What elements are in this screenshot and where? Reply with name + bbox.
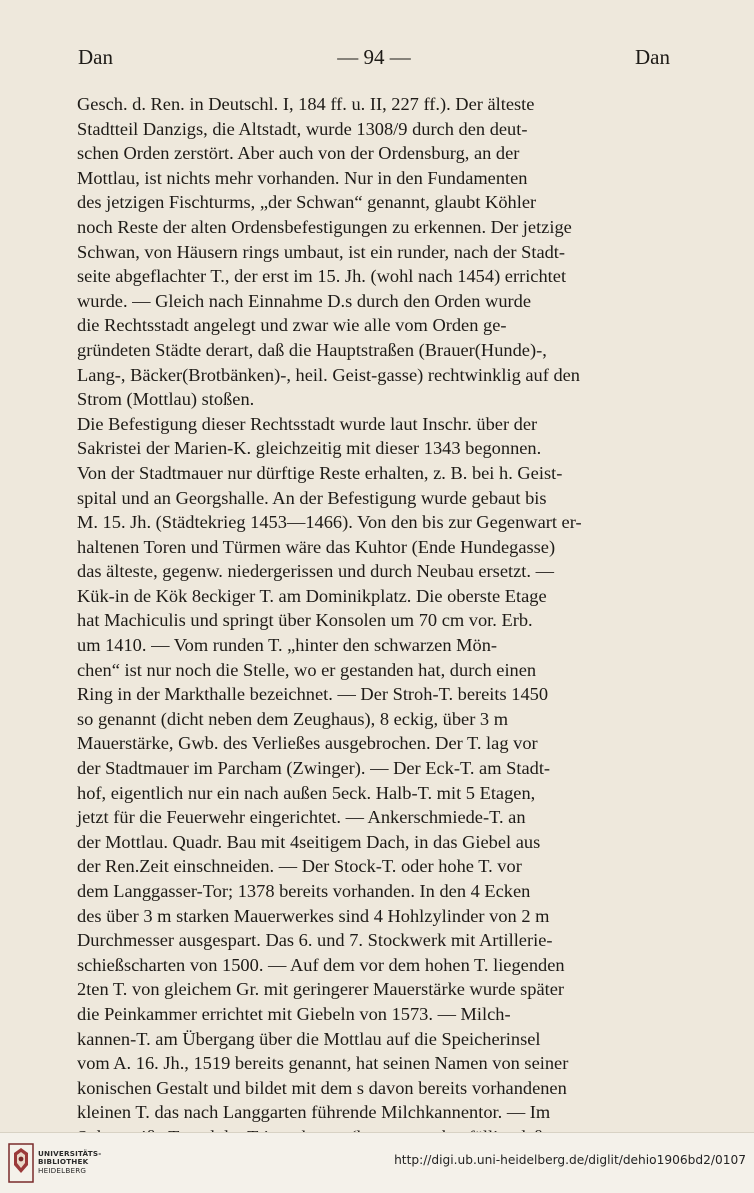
footer-bar: [0, 1132, 754, 1193]
running-head-right: Dan: [635, 45, 670, 69]
text-line: Mauerstärke, Gwb. des Verließes ausgebrochen. Der T. lag vor: [77, 733, 538, 754]
text-line: so genannt (dicht neben dem Zeughaus), 8 eckig, über 3 m: [77, 708, 509, 729]
text-line: des über 3 m starken Mauerwerkes sind 4 Hohlzylinder von 2 m: [77, 905, 550, 926]
page-number: — 94 —: [337, 45, 411, 69]
library-name-line3: HEIDELBERG: [38, 1165, 87, 1175]
text-line: konischen Gestalt und bildet mit dem s davon bereits vorhandenen: [77, 1077, 567, 1098]
text-line: Lang-, Bäcker(Brotbänken)-, heil. Geist-gasse) rechtwinklig auf den: [77, 364, 581, 385]
text-line: spital und an Georgshalle. An der Befestigung wurde gebaut bis: [77, 487, 547, 508]
library-name-line2: BIBLIOTHEK: [38, 1157, 89, 1167]
text-line: der Ren.Zeit einschneiden. — Der Stock-T. oder hohe T. vor: [77, 856, 522, 877]
text-line: der Mottlau. Quadr. Bau mit 4seitigem Dach, in das Giebel aus: [77, 831, 541, 852]
text-line: um 1410. — Vom runden T. „hinter den schwarzen Mön-: [77, 635, 498, 656]
text-line: kannen-T. am Übergang über die Mottlau auf die Speicherinsel: [77, 1028, 541, 1049]
university-library-logo-icon: [8, 1143, 34, 1183]
text-line: hof, eigentlich nur ein nach außen 5eck. Halb-T. mit 5 Etagen,: [77, 782, 536, 803]
text-line: Durchmesser ausgespart. Das 6. und 7. Stockwerk mit Artillerie-: [77, 930, 553, 951]
text-line: hat Machiculis und springt über Konsolen um 70 cm vor. Erb.: [77, 610, 533, 631]
text-line: jetzt für die Feuerwehr eingerichtet. — Ankerschmiede-T. an: [77, 807, 526, 828]
text-line: M. 15. Jh. (Städtekrieg 1453—1466). Von den bis zur Gegenwart er-: [77, 512, 582, 533]
text-line: schen Orden zerstört. Aber auch von der Ordensburg, an der: [77, 143, 520, 164]
text-line: der Stadtmauer im Parcham (Zwinger). — Der Eck-T. am Stadt-: [77, 758, 551, 779]
running-head-left: Dan: [78, 45, 113, 69]
text-line: chen“ ist nur noch die Stelle, wo er gestanden hat, durch einen: [77, 659, 537, 680]
text-line: Schwan, von Häusern rings umbaut, ist ein runder, nach der Stadt-: [77, 241, 566, 262]
text-line: Von der Stadtmauer nur dürftige Reste erhalten, z. B. bei h. Geist-: [77, 462, 563, 483]
text-line: vom A. 16. Jh., 1519 bereits genannt, hat seinen Namen von seiner: [77, 1053, 569, 1074]
text-line: Strom (Mottlau) stoßen.: [77, 389, 255, 410]
library-name: [38, 1150, 101, 1175]
text-line: dem Langgasser-Tor; 1378 bereits vorhanden. In den 4 Ecken: [77, 881, 531, 901]
text-line: haltenen Toren und Türmen wäre das Kuhtor (Ende Hundegasse): [77, 536, 556, 557]
text-line: Ring in der Markthalle bezeichnet. — Der Stroh-T. bereits 1450: [77, 684, 549, 705]
text-line: wurde. — Gleich nach Einnahme D.s durch den Orden wurde: [77, 290, 532, 311]
text-line: die Rechtsstadt angelegt und zwar wie alle vom Orden ge-: [77, 315, 507, 336]
text-line: Die Befestigung dieser Rechtsstadt wurde laut Inschr. über der: [77, 413, 538, 434]
text-line: 2ten T. von gleichem Gr. mit geringerer Mauerstärke wurde später: [77, 979, 565, 1000]
text-line: das älteste, gegenw. niedergerissen und durch Neubau ersetzt. —: [77, 561, 554, 582]
text-line: Stadtteil Danzigs, die Altstadt, wurde 1308/9 durch den deut-: [77, 118, 528, 139]
text-line: die Peinkammer errichtet mit Giebeln von 1573. — Milch-: [77, 1003, 511, 1024]
text-line: kleinen T. das nach Langgarten führende Milchkannentor. — Im: [77, 1102, 551, 1123]
running-head: [78, 45, 670, 73]
text-line: noch Reste der alten Ordensbefestigungen zu erkennen. Der jetzige: [77, 216, 572, 237]
text-line: Gesch. d. Ren. in Deutschl. I, 184 ff. u. II, 227 ff.). Der älteste: [77, 94, 535, 114]
text-line: schießscharten von 1500. — Auf dem vor dem hohen T. liegenden: [77, 954, 565, 975]
text-line: gründeten Städte derart, daß die Hauptstraßen (Brauer(Hunde)-,: [77, 339, 547, 360]
text-line: seite abgeflachter T., der erst im 15. Jh. (wohl nach 1454) errichtet: [77, 266, 567, 287]
text-line: Kük-in de Kök 8eckiger T. am Dominikplatz. Die oberste Etage: [77, 585, 547, 606]
library-name-line1: UNIVERSITÄTS-: [38, 1149, 102, 1158]
text-line: Mottlau, ist nichts mehr vorhanden. Nur in den Fundamenten: [77, 167, 528, 188]
body-text: [77, 92, 671, 1174]
text-line: Sakristei der Marien-K. gleichzeitig mit dieser 1343 begonnen.: [77, 438, 542, 459]
source-url-link[interactable]: http://digi.ub.uni-heidelberg.de/diglit/dehio1906bd2/0107: [394, 1153, 746, 1167]
text-line: des jetzigen Fischturms, „der Schwan“ genannt, glaubt Köhler: [77, 192, 537, 213]
